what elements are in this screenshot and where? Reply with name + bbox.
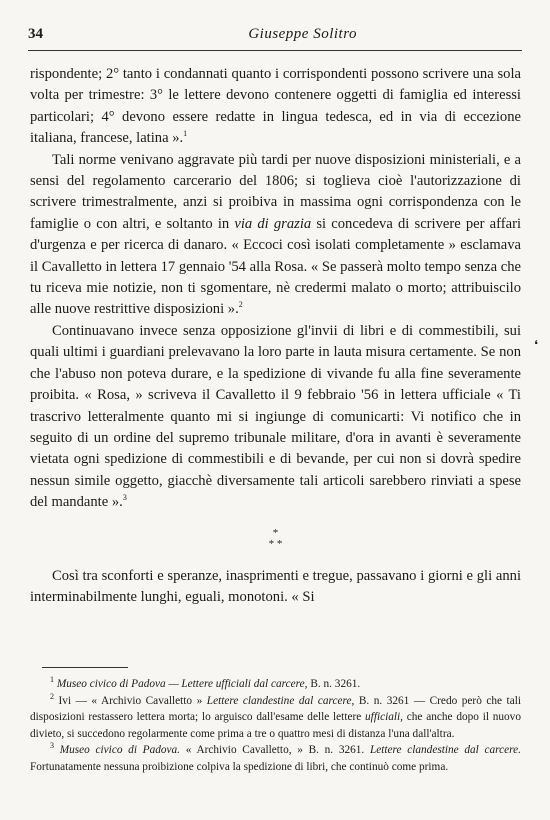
section-break-asterisks: * * * — [268, 526, 283, 550]
footnote-ref-3: 3 — [122, 493, 127, 503]
footnotes — [30, 676, 521, 775]
footnote-1: $^1$ Museo civico di Padova — Lettere ufficiali dal carcere, B. n. 3261. — [50, 675, 361, 690]
main-text — [30, 64, 521, 608]
paragraph-2: Tali norme venivano aggravate più tardi per nuove disposizioni ministeriali, e a sensi del regolamento carcerario del 1806; si toglieva cioè l'autorizzazione di scrivere trimestralmente, anzi si proibiva in massima ogni corrispondenza con le famiglie o con altri, e soltanto in via di grazia si concedeva di scrivere per affari d'urgenza e per ricerca di danaro. « Eccoci così isolati completamente » esclamava il Cavalletto in lettera 17 gennaio '54 alla Rosa. « Se passerà molto tempo senza che tu riceva mie notizie, non ti sgomentare, nè credermi malato o morto; attribuiscilo alle nuove restrittive disposizioni ».$^2$ — [30, 151, 521, 318]
margin-mark: ❛ — [534, 338, 538, 352]
header-rule — [28, 50, 522, 51]
page-number: 34 — [28, 26, 43, 42]
page-header — [28, 26, 522, 46]
footnote-separator — [42, 667, 128, 668]
paragraph-1: rispondente; 2° tanto i condannati quanto i corrispondenti possono scrivere una sola volta per trimestre: 3° le lettere devono contenere oggetti di famiglia ed interessi particolari; 4° devono essere redatte in lingua tedesca, ed in via di eccezione italiana, francese, latina ».$^1$ — [30, 66, 521, 147]
paragraph-3: Continuavano invece senza opposizione gl'invii di libri e di commestibili, sui quali ultimi i guardiani prelevavano la loro parte in lauta misura certamente. Se non che l'abuso non poteva durare, e la spedizione di vivande fu alla fine severamente proibita. « Rosa, » scriveva il Cavalletto il 9 febbraio '56 in lettera ufficiale « Ti trascrivo letteralmente quanto mi si ingiunge di comunicarti: Vi notifico che in seguito di un ordine del supremo tribunale militare, d'ora in avanti è severamente vietata ogni spedizione di commestibili e di bevande, per cui non si dovrà spedire nessun simile oggetto, giacchè diversamente tali articoli sarebbero rinviati a spese del mandante ».$^3$ — [30, 322, 521, 511]
footnote-ref-2: 2 — [238, 300, 243, 310]
footnote-ref-1: 1 — [183, 129, 188, 139]
footnote-3: $^3$ Museo civico di Padova. « Archivio Cavalletto, » B. n. 3261. Lettere clandestine dal carcere. Fortunatamente nessuna proibizione colpiva la spedizione di libri, che continuò come prima. — [30, 741, 521, 773]
footnote-2: $^2$ Ivi — « Archivio Cavalletto » Lettere clandestine dal carcere, B. n. 3261 — Credo però che tali disposizioni restassero lettera morta; lo arguisco dall'esame delle lettere ufficiali, che anche dopo il nuovo divieto, si succedono regolarmente come prima a tre o quattro mesi di distanza l'una dall'altra. — [30, 691, 521, 740]
running-title: Giuseppe Solitro — [248, 26, 357, 42]
paragraph-4: Così tra sconforti e speranze, inasprimenti e tregue, passavano i giorni e gli anni interminabilmente lunghi, eguali, monotoni. « Si — [30, 567, 521, 605]
